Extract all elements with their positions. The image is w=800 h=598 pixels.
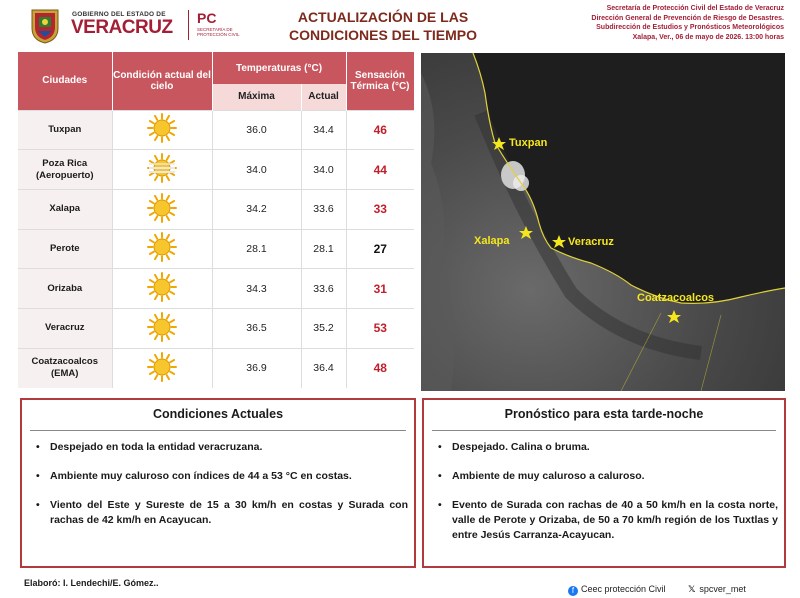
forecast-title: Pronóstico para esta tarde-noche [504, 407, 704, 421]
state-crest-icon [28, 6, 62, 44]
conditions-table [18, 52, 414, 392]
max-temp: 36.9 [212, 348, 301, 388]
forecast-list [424, 440, 784, 543]
report-date: Xalapa, Ver., 06 de mayo de 2026. 13:00 horas [632, 33, 784, 41]
list-item [438, 440, 778, 455]
bullet-icon: • [36, 470, 40, 482]
city-name: Orizaba [18, 269, 112, 309]
bullet-icon: • [36, 499, 40, 511]
thermal-sensation: 44 [346, 150, 414, 190]
facebook-icon: f [568, 586, 578, 596]
thermal-sensation: 27 [346, 229, 414, 269]
table-row [18, 348, 414, 388]
list-item [438, 498, 778, 543]
org-line-2: Dirección General de Prevención de Riesgo de Desastres. [591, 14, 784, 22]
bullet-icon: • [438, 470, 442, 482]
sky-condition [112, 308, 212, 348]
bullet-icon: • [36, 441, 40, 453]
table-row [18, 308, 414, 348]
sky-condition [112, 348, 212, 388]
header-temps: Temperaturas (°C) [212, 52, 346, 84]
pc-label: PC [197, 10, 217, 26]
list-item-text: Ambiente muy caluroso con índices de 44 a 53 °C en costas. [50, 470, 352, 482]
sky-condition [112, 269, 212, 309]
hazy-sun-icon [147, 174, 177, 186]
pc-sub-label: SECRETARÍA DE PROTECCIÓN CIVIL [197, 27, 240, 37]
city-name: Coatzacoalcos (EMA) [18, 348, 112, 388]
max-temp: 36.0 [212, 110, 301, 150]
sun-icon [147, 373, 177, 385]
header [0, 0, 800, 50]
current-conditions-list [22, 440, 414, 528]
list-item-text: Ambiente de muy caluroso a caluroso. [452, 470, 645, 482]
gov-label: GOBIERNO DEL ESTADO DE [72, 11, 166, 18]
city-name: Xalapa [18, 189, 112, 229]
header-max: Máxima [212, 84, 301, 110]
city-name: Poza Rica (Aeropuerto) [18, 150, 112, 190]
title-line-1: ACTUALIZACIÓN DE LAS [297, 9, 469, 25]
city-name: Perote [18, 229, 112, 269]
divider [30, 430, 406, 431]
sun-icon [147, 293, 177, 305]
list-item-text: Viento del Este y Sureste de 15 a 30 km/h en costas y Surada con rachas de 42 km/h en Acayucan. [50, 499, 408, 526]
current-temp: 34.4 [301, 110, 346, 150]
forecast-box [422, 398, 786, 568]
city-name: Tuxpan [18, 110, 112, 150]
list-item-text: Despejado. Calina o bruma. [452, 441, 590, 453]
list-item-text: Despejado en toda la entidad veracruzana. [50, 441, 263, 453]
sun-icon [147, 333, 177, 345]
sky-condition [112, 229, 212, 269]
header-feel: Sensación Térmica (°C) [346, 52, 414, 110]
organization-info [484, 4, 784, 42]
list-item [36, 498, 408, 528]
header-sky: Condición actual del cielo [112, 52, 212, 110]
pc-logo [188, 10, 238, 40]
header-current: Actual [301, 84, 346, 110]
x-link[interactable]: spcver_met [699, 584, 746, 594]
table-row [18, 269, 414, 309]
facebook-link[interactable]: Ceec protección Civil [581, 584, 666, 594]
current-temp: 35.2 [301, 308, 346, 348]
x-icon: 𝕏 [688, 584, 696, 594]
bullet-icon: • [438, 441, 442, 453]
table-row [18, 229, 414, 269]
government-logo [28, 6, 240, 44]
label-xalapa: Xalapa [474, 235, 510, 247]
divider [432, 430, 776, 431]
max-temp: 34.3 [212, 269, 301, 309]
sun-icon [147, 134, 177, 146]
thermal-sensation: 33 [346, 189, 414, 229]
label-tuxpan: Tuxpan [509, 137, 548, 149]
satellite-map [421, 53, 785, 391]
thermal-sensation: 31 [346, 269, 414, 309]
table-row [18, 189, 414, 229]
current-temp: 33.6 [301, 189, 346, 229]
author-credit: Elaboró: I. Lendechi/E. Gómez.. [24, 578, 159, 588]
max-temp: 34.0 [212, 150, 301, 190]
org-line-1: Secretaría de Protección Civil del Estado de Veracruz [606, 5, 784, 12]
list-item-text: Evento de Surada con rachas de 40 a 50 km/h en la costa norte, valle de Perote y Orizaba, de 50 a 70 km/h región de los Tuxtlas y entre Jesús Carranza-Acayucan. [452, 499, 778, 541]
max-temp: 28.1 [212, 229, 301, 269]
list-item [36, 469, 408, 484]
social-links [568, 584, 746, 596]
table-row [18, 150, 414, 190]
list-item [438, 469, 778, 484]
table-row [18, 110, 414, 150]
current-conditions-box [20, 398, 416, 568]
state-name: VERACRUZ [71, 17, 173, 38]
max-temp: 34.2 [212, 189, 301, 229]
thermal-sensation: 46 [346, 110, 414, 150]
sun-icon [147, 253, 177, 265]
sky-condition [112, 110, 212, 150]
max-temp: 36.5 [212, 308, 301, 348]
sky-condition [112, 189, 212, 229]
current-temp: 33.6 [301, 269, 346, 309]
sun-icon [147, 214, 177, 226]
current-temp: 34.0 [301, 150, 346, 190]
city-name: Veracruz [18, 308, 112, 348]
thermal-sensation: 53 [346, 308, 414, 348]
title-line-2: CONDICIONES DEL TIEMPO [289, 27, 477, 43]
bullet-icon: • [438, 499, 442, 511]
header-cities: Ciudades [18, 52, 112, 110]
satellite-image [421, 53, 785, 391]
current-temp: 28.1 [301, 229, 346, 269]
sky-condition [112, 150, 212, 190]
page-title [268, 8, 498, 44]
list-item [36, 440, 408, 455]
label-coatzacoalcos: Coatzacoalcos [637, 292, 715, 304]
current-temp: 36.4 [301, 348, 346, 388]
current-conditions-title: Condiciones Actuales [152, 407, 284, 421]
org-line-3: Subdirección de Estudios y Pronósticos Meteorológicos [596, 24, 784, 32]
logo-divider [188, 10, 189, 40]
thermal-sensation: 48 [346, 348, 414, 388]
label-veracruz: Veracruz [568, 236, 614, 248]
